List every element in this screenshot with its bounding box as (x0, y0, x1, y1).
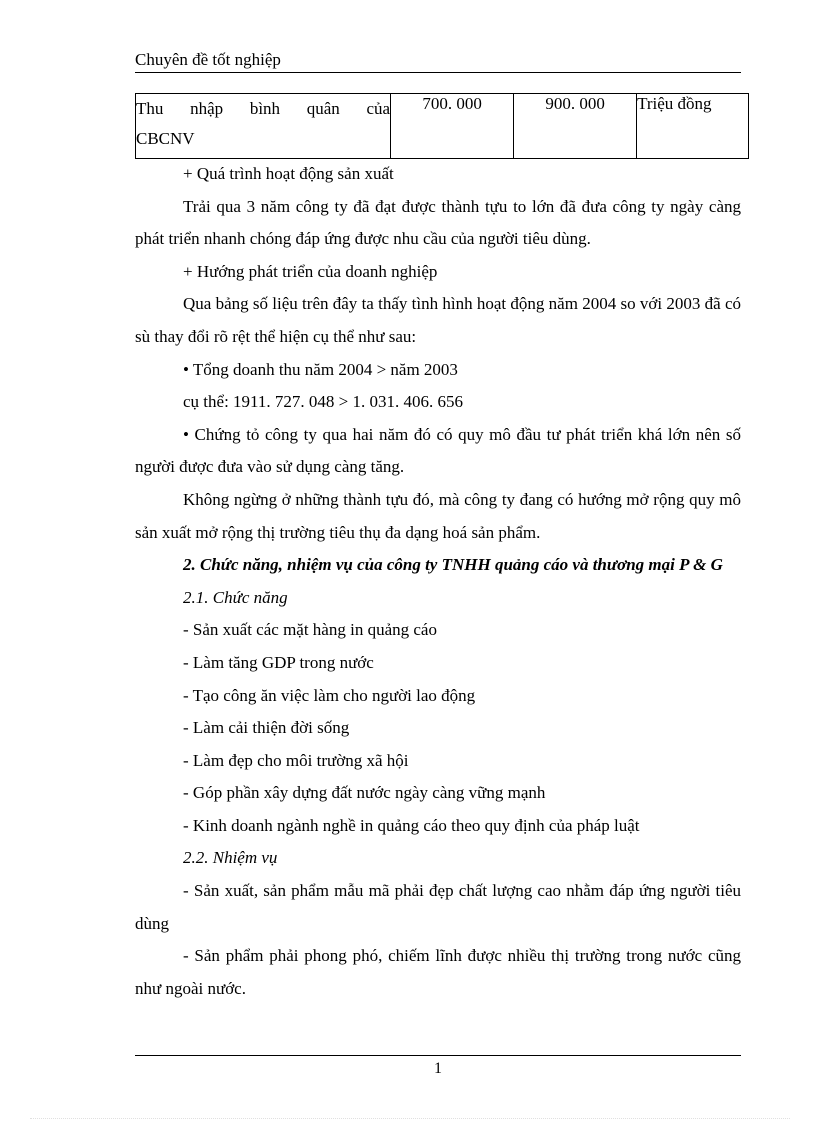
section-heading: 2. Chức năng, nhiệm vụ của công ty TNHH quảng cáo và thương mại P & G (183, 555, 723, 575)
header-title: Chuyên đề tốt nghiệp (135, 50, 281, 69)
bullet-paragraph: • Chứng tỏ công ty qua hai năm đó có quy mô đầu tư phát triển khá lớn nên số người được đưa vào sử dụng càng tăng. (135, 424, 741, 477)
table-cell-2004: 900. 000 (514, 94, 637, 159)
document-body (135, 158, 741, 1005)
list-item: - Sản phẩm phải phong phó, chiếm lĩnh được nhiều thị trường trong nước cũng như ngoài nước. (135, 946, 741, 998)
paragraph: cụ thể: 1911. 727. 048 > 1. 031. 406. 656 (183, 392, 463, 412)
list-item: - Làm cải thiện đời sống (183, 718, 350, 738)
bullet-paragraph: • Tổng doanh thu năm 2004 > năm 2003 (183, 359, 458, 379)
list-item: - Làm đẹp cho môi trường xã hội (183, 750, 409, 770)
page-header (135, 50, 741, 73)
row-label-line1: Thu nhập bình quân của (136, 99, 391, 118)
list-item: - Làm tăng GDP trong nước (183, 652, 374, 672)
table-cell-label (136, 94, 391, 159)
paragraph: + Quá trình hoạt động sản xuất (183, 164, 394, 183)
paragraph: + Hướng phát triển của doanh nghiệp (183, 261, 438, 281)
page-edge-divider (30, 1118, 790, 1119)
list-item: - Sản xuất, sản phẩm mẫu mã phải đẹp chất lượng cao nhằm đáp ứng người tiêu dùng (135, 881, 741, 933)
list-item: - Góp phần xây dựng đất nước ngày càng vững mạnh (183, 783, 546, 803)
table-cell-2003: 700. 000 (391, 94, 514, 159)
paragraph: Qua bảng số liệu trên đây ta thấy tình hình hoạt động năm 2004 so với 2003 đã có sù thay đổi rõ rệt thể hiện cụ thể như sau: (135, 294, 741, 346)
paragraph: Trải qua 3 năm công ty đã đạt được thành tựu to lớn đã đưa công ty ngày càng phát triển nhanh chóng đáp ứng được nhu cầu của người tiêu dùng. (135, 196, 741, 249)
list-item: - Kinh doanh ngành nghề in quảng cáo theo quy định của pháp luật (183, 815, 640, 835)
paragraph: Không ngừng ở những thành tựu đó, mà công ty đang có hướng mở rộng quy mô sản xuất mở rộng thị trường tiêu thụ đa dạng hoá sản phẩm. (135, 489, 741, 542)
table-cell-unit: Triệu đồng (637, 94, 749, 159)
page-footer (135, 1055, 741, 1078)
row-label-line2: CBCNV (136, 129, 195, 148)
table-row (136, 94, 749, 159)
subsection-heading: 2.2. Nhiệm vụ (183, 848, 278, 868)
list-item: - Tạo công ăn việc làm cho người lao động (183, 685, 476, 705)
income-table (135, 93, 749, 159)
subsection-heading: 2.1. Chức năng (183, 587, 288, 607)
page-number: 1 (434, 1060, 442, 1077)
list-item: - Sản xuất các mặt hàng in quảng cáo (183, 620, 437, 640)
